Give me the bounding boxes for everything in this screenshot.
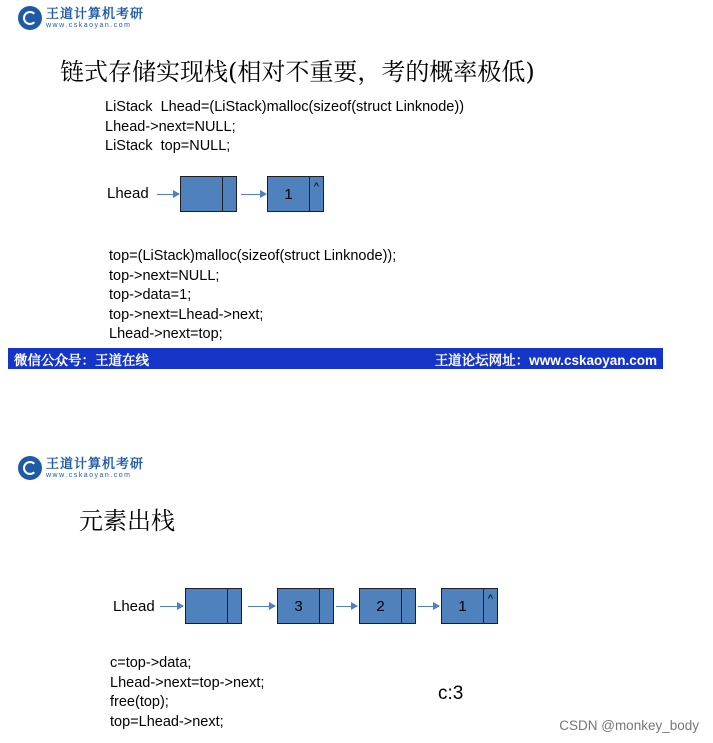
code-line: top=Lhead->next; xyxy=(110,713,224,730)
list-node-head xyxy=(185,588,242,624)
code-line: top=(LiStack)malloc(sizeof(struct Linknode)); xyxy=(109,248,397,264)
arrow-icon xyxy=(157,194,179,195)
node-data: 1 xyxy=(458,597,467,615)
code-block-pop xyxy=(110,654,264,732)
code-line: free(top); xyxy=(110,694,169,710)
footer-website: 王道论坛网址：www.cskaoyan.com xyxy=(434,352,657,368)
csdn-watermark: CSDN @monkey_body xyxy=(559,718,699,733)
arrow-icon xyxy=(248,606,275,607)
list-node-head xyxy=(180,176,237,212)
code-block-push xyxy=(109,247,396,345)
node-data xyxy=(186,589,227,623)
list-node xyxy=(267,176,324,212)
logo-name: 王道计算机考研 xyxy=(46,456,145,471)
footer-bar xyxy=(8,348,663,369)
arrow-icon xyxy=(160,606,183,607)
logo xyxy=(18,456,144,480)
code-block-top xyxy=(105,98,464,157)
node-pointer xyxy=(319,589,333,623)
logo-mark-icon xyxy=(18,6,42,30)
arrow-icon xyxy=(418,606,439,607)
node-pointer xyxy=(222,177,236,211)
logo-mark-icon xyxy=(18,456,42,480)
logo-url: www.cskaoyan.com xyxy=(46,472,132,479)
node-data: 3 xyxy=(294,597,303,615)
head-label: Lhead xyxy=(107,185,149,202)
node-pointer xyxy=(401,589,415,623)
code-line: LiStack top=NULL; xyxy=(105,138,231,154)
code-line: c=top->data; xyxy=(110,655,192,671)
head-label: Lhead xyxy=(113,598,155,615)
footer-wechat: 微信公众号：王道在线 xyxy=(14,352,149,368)
list-node xyxy=(359,588,416,624)
node-pointer: ^ xyxy=(483,589,497,623)
node-pointer: ^ xyxy=(309,177,323,211)
slide-title: 链式存储实现栈(相对不重要，考的概率极低) xyxy=(60,58,535,86)
node-data: 2 xyxy=(376,597,385,615)
arrow-icon xyxy=(241,194,266,195)
logo-name: 王道计算机考研 xyxy=(46,6,145,21)
slide-title: 元素出栈 xyxy=(79,507,175,535)
arrow-icon xyxy=(336,606,357,607)
code-line: Lhead->next=top; xyxy=(109,326,223,342)
code-line: top->next=NULL; xyxy=(109,267,220,284)
code-line: Lhead->next=NULL; xyxy=(105,118,236,135)
list-node xyxy=(441,588,498,624)
node-data: 1 xyxy=(284,185,293,203)
node-data xyxy=(181,177,222,211)
logo xyxy=(18,6,144,30)
logo-url: www.cskaoyan.com xyxy=(46,22,132,29)
node-pointer xyxy=(227,589,241,623)
code-line: top->next=Lhead->next; xyxy=(109,306,264,323)
pop-result: c:3 xyxy=(438,683,464,704)
code-line: Lhead->next=top->next; xyxy=(110,674,265,691)
code-line: top->data=1; xyxy=(109,287,192,303)
list-node xyxy=(277,588,334,624)
code-line: LiStack Lhead=(LiStack)malloc(sizeof(struct Linknode)) xyxy=(105,99,465,115)
